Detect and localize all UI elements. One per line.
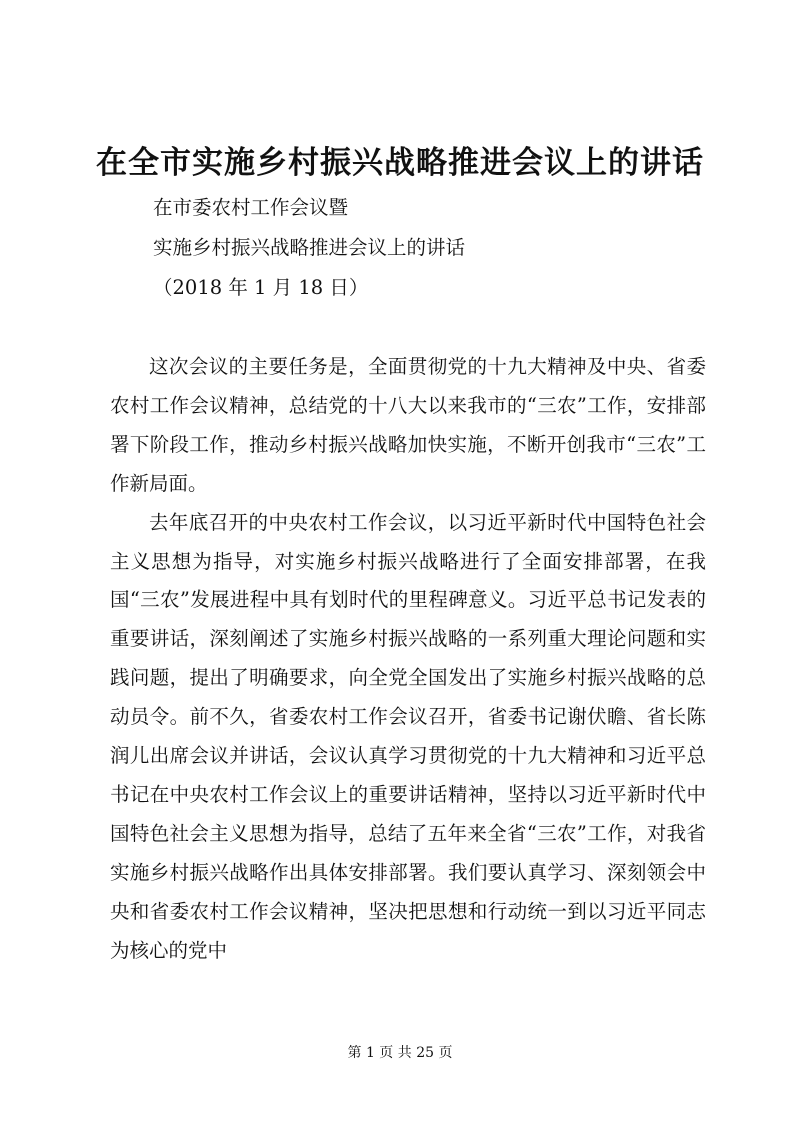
paragraph: 去年底召开的中央农村工作会议，以习近平新时代中国特色社会主义思想为指导，对实施乡村振兴战略进行了全面安排部署，在我国“三农”发展进程中具有划时代的里程碑意义。习近平总书记发表的重要讲话，深刻阐述了实施乡村振兴战略的一系列重大理论问题和实践问题，提出了明确要求，向全党全国发出了实施乡村振兴战略的总动员令。前不久，省委农村工作会议召开，省委书记谢伏瞻、省长陈润儿出席会议并讲话，会议认真学习贯彻党的十九大精神和习近平总书记在中央农村工作会议上的重要讲话精神，坚持以习近平新时代中国特色社会主义思想为指导，总结了五年来全省“三农”工作，对我省实施乡村振兴战略作出具体安排部署。我们要认真学习、深刻领会中央和省委农村工作会议精神，坚决把思想和行动统一到以习近平同志为核心的党中: [110, 510, 706, 962]
subtitle-line-2: 实施乡村振兴战略推进会议上的讲话: [153, 236, 466, 259]
paragraph: 这次会议的主要任务是，全面贯彻党的十九大精神及中央、省委农村工作会议精神，总结党的十八大以来我市的“三农”工作，安排部署下阶段工作，推动乡村振兴战略加快实施，不断开创我市“三农”工作新局面。: [110, 355, 706, 495]
document-body: [110, 348, 706, 971]
date-line: （2018 年 1 月 18 日）: [153, 276, 369, 299]
document-title: 在全市实施乡村振兴战略推进会议上的讲话: [96, 145, 704, 181]
page-number-footer: 第 1 页 共 25 页: [347, 1045, 453, 1061]
subtitle-line-1: 在市委农村工作会议暨: [153, 196, 349, 219]
